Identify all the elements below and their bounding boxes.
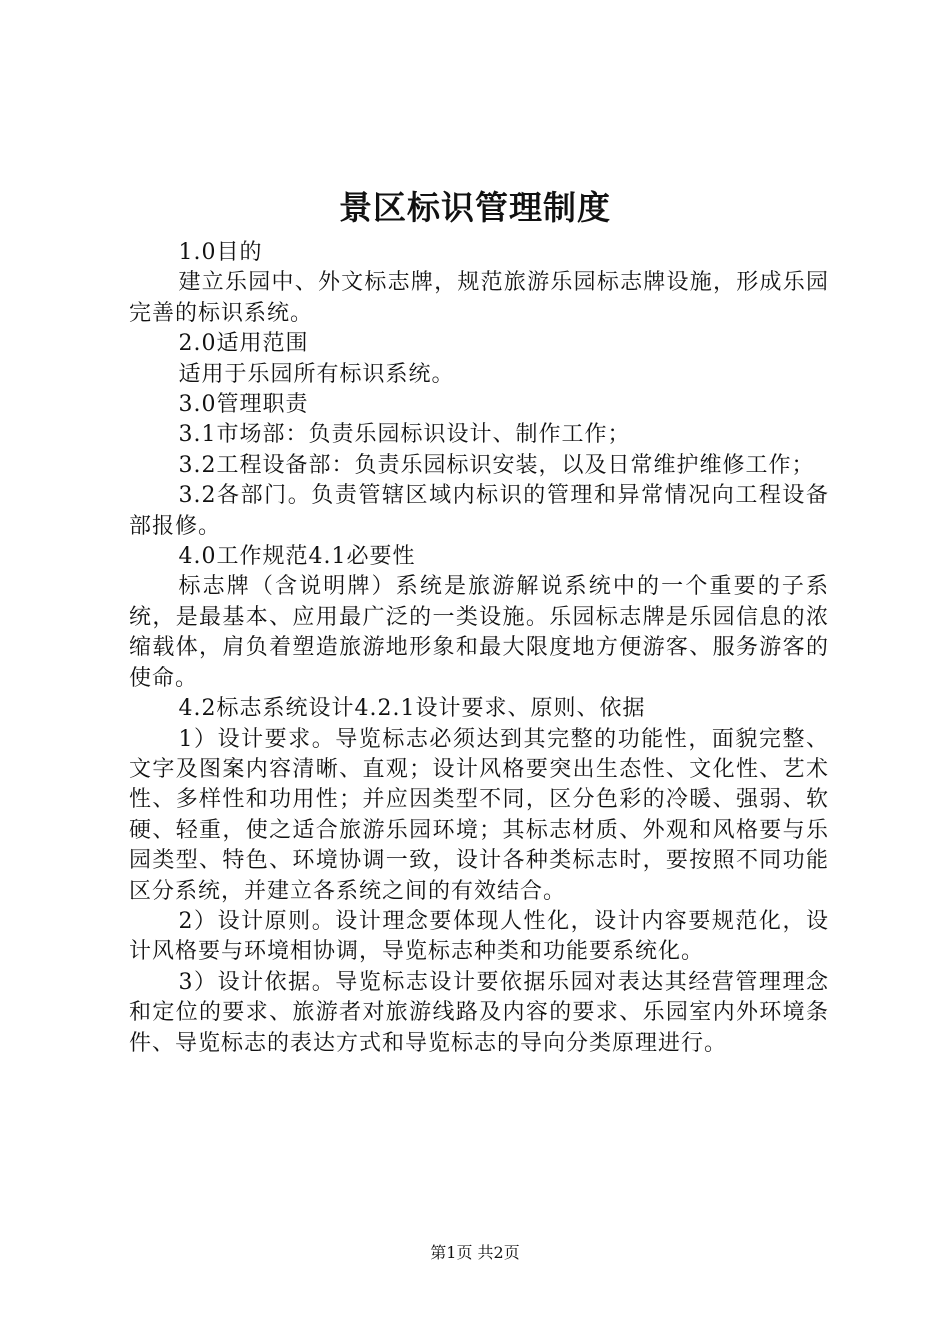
paragraph-design-requirements: 1）设计要求。导览标志必须达到其完整的功能性，面貌完整、文字及图案内容清晰、直观；设计风格要突出生态性、文化性、艺术性、多样性和功用性；并应因类型不同，区分色彩的冷暖、强弱、软硬、轻重，使之适合旅游乐园环境；其标志材质、外观和风格要与乐园类型、特色、环境协调一致，设计各种类标志时，要按照不同功能区分系统，并建立各系统之间的有效结合。 — [129, 726, 829, 904]
paragraph-duties-heading: 3.0管理职责 — [178, 392, 309, 418]
paragraph-scope-heading: 2.0适用范围 — [178, 331, 309, 357]
paragraph-design-basis: 3）设计依据。导览标志设计要依据乐园对表达其经营管理理念和定位的要求、旅游者对旅游线路及内容的要求、乐园室内外环境条件、导览标志的表达方式和导览标志的导向分类原理进行。 — [129, 969, 829, 1056]
document-title: 景区标识管理制度 — [339, 188, 611, 227]
paragraph-purpose-text: 建立乐园中、外文标志牌，规范旅游乐园标志牌设施，形成乐园完善的标识系统。 — [129, 270, 829, 326]
page-footer: 第1页 共2页 — [430, 1243, 520, 1262]
paragraph-scope-text: 适用于乐园所有标识系统。 — [178, 361, 455, 387]
paragraph-purpose-heading: 1.0目的 — [178, 240, 263, 265]
paragraph-duty-marketing: 3.1市场部：负责乐园标识设计、制作工作； — [178, 422, 631, 448]
paragraph-design-principles: 2）设计原则。设计理念要体现人性化，设计内容要规范化，设计风格要与环境相协调，导览标志种类和功能要系统化。 — [129, 908, 829, 965]
paragraph-design-heading: 4.2标志系统设计4.2.1设计要求、原则、依据 — [178, 696, 646, 722]
paragraph-work-spec-heading: 4.0工作规范4.1必要性 — [178, 544, 416, 570]
paragraph-duty-engineering: 3.2工程设备部：负责乐园标识安装，以及日常维护维修工作； — [178, 452, 815, 478]
document-body — [129, 238, 829, 1059]
paragraph-duty-departments: 3.2各部门。负责管辖区域内标识的管理和异常情况向工程设备部报修。 — [129, 483, 829, 539]
paragraph-necessity-text: 标志牌（含说明牌）系统是旅游解说系统中的一个重要的子系统，是最基本、应用最广泛的一类设施。乐园标志牌是乐园信息的浓缩载体，肩负着塑造旅游地形象和最大限度地方便游客、服务游客的使命。 — [129, 574, 829, 691]
